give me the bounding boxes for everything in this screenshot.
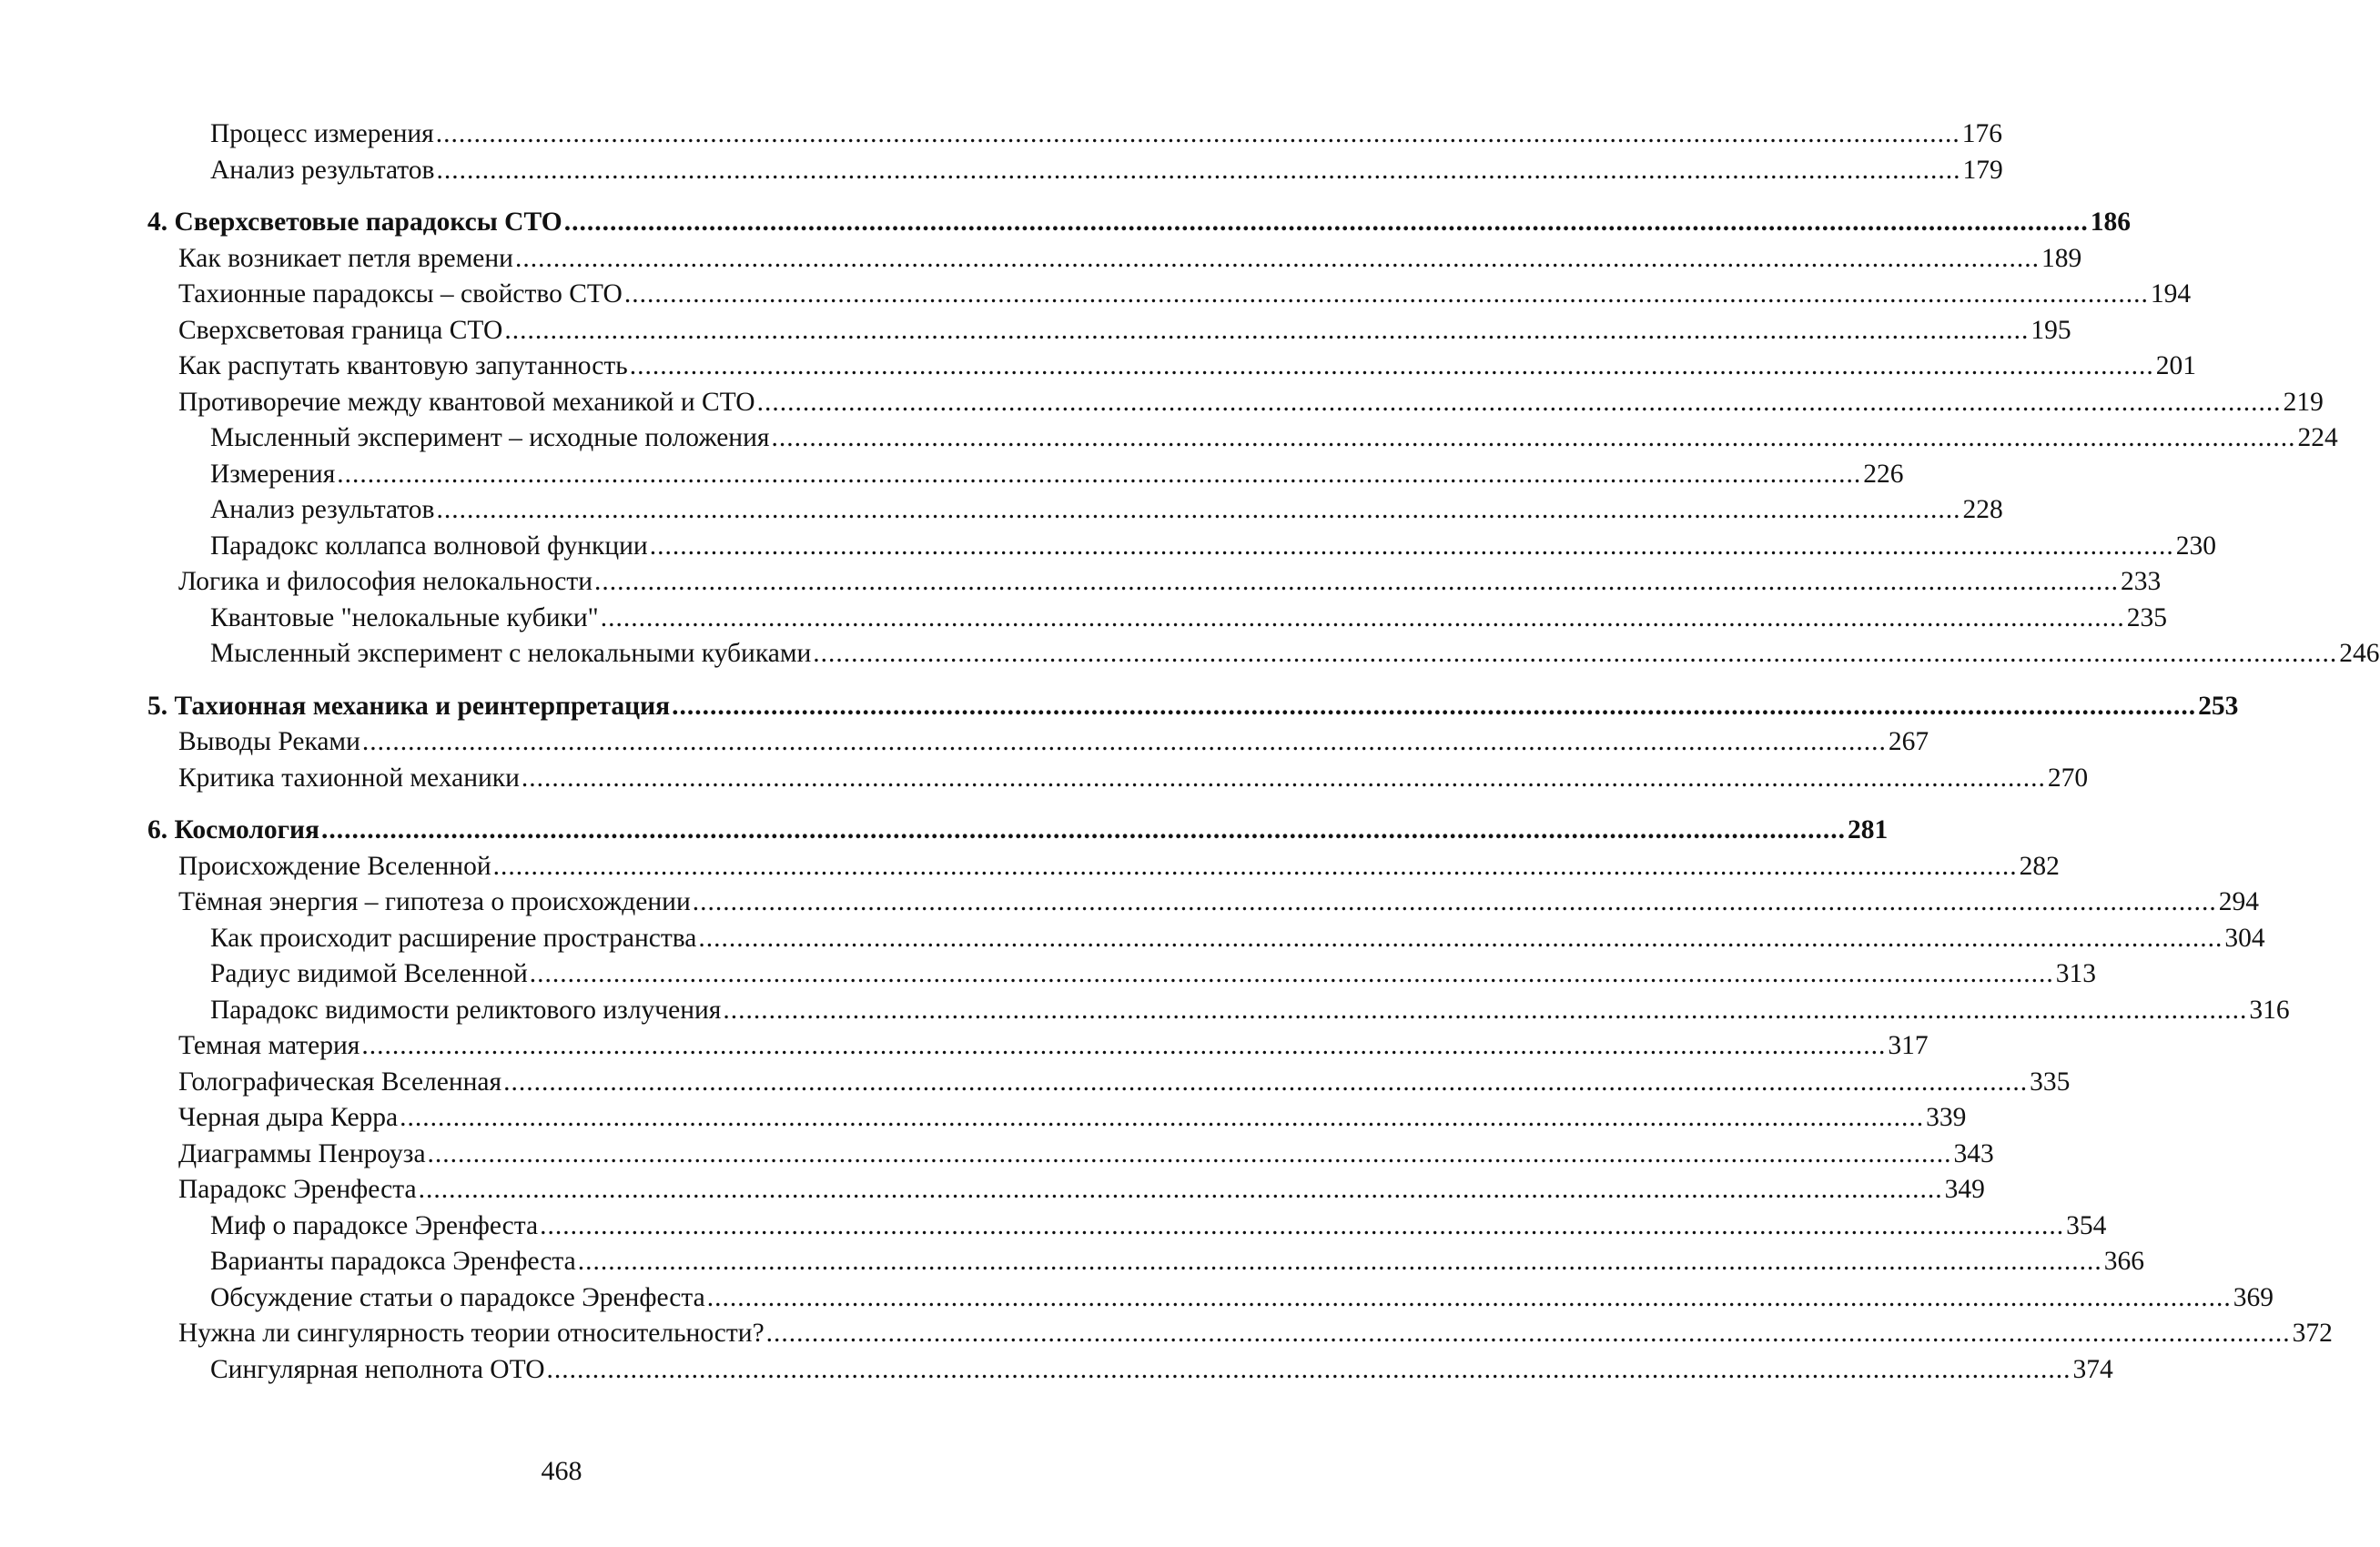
dot-leader: ........................................................................................................................................................................................................ [435, 119, 1960, 148]
toc-section-entry [147, 921, 2265, 957]
dot-leader: ........................................................................................................................................................................................................ [649, 531, 2174, 561]
toc-entry-page: 224 [2297, 423, 2338, 452]
dot-leader: ........................................................................................................................................................................................................ [436, 155, 1961, 185]
toc-entry-page: 226 [1863, 459, 1904, 489]
toc-section-entry [147, 956, 2097, 993]
dot-leader: ........................................................................................................................................................................................................ [540, 1210, 2065, 1240]
toc-entry-title: Мысленный эксперимент с нелокальными кубиками [210, 639, 812, 668]
toc-entry-title: Обсуждение статьи о парадоксе Эренфеста [210, 1282, 705, 1312]
toc-chapter-entry [147, 689, 2239, 725]
toc-section-entry [147, 1352, 2113, 1389]
toc-entry-page: 369 [2233, 1282, 2274, 1312]
dot-leader: ........................................................................................................................................................................................................ [600, 602, 2125, 632]
dot-leader: ........................................................................................................................................................................................................ [692, 887, 2217, 916]
toc-entry-title: Парадокс видимости реликтового излучения [210, 995, 722, 1025]
toc-entry-page: 316 [2249, 995, 2290, 1025]
toc-section-entry [147, 385, 2324, 421]
toc-entry-page: 313 [2055, 959, 2097, 988]
toc-entry-title: Противоречие между квантовой механикой и СТО [178, 387, 755, 417]
toc-section-entry [147, 724, 1929, 761]
dot-leader: ........................................................................................................................................................................................................ [503, 1067, 2029, 1097]
table-of-contents [147, 116, 2380, 1388]
toc-chapter-entry [147, 813, 1889, 849]
toc-entry-page: 349 [1944, 1175, 1985, 1204]
dot-leader: ........................................................................................................................................................................................................ [361, 1031, 1887, 1060]
dot-leader: ........................................................................................................................................................................................................ [337, 459, 1862, 489]
dot-leader: ........................................................................................................................................................................................................ [706, 1282, 2232, 1312]
toc-entry-page: 253 [2198, 691, 2239, 721]
dot-leader: ........................................................................................................................................................................................................ [563, 207, 2089, 237]
toc-entry-title: Тахионные парадоксы – свойство СТО [178, 279, 623, 308]
toc-entry-page: 335 [2030, 1067, 2071, 1097]
toc-section-entry [147, 564, 2162, 601]
toc-entry-title: 6. Космология [147, 815, 319, 844]
toc-entry-page: 186 [2090, 207, 2131, 237]
dot-leader: ........................................................................................................................................................................................................ [529, 959, 2054, 988]
toc-section-entry [147, 849, 2060, 885]
toc-entry-title: Процесс измерения [210, 119, 434, 148]
dot-leader: ........................................................................................................................................................................................................ [504, 315, 2030, 345]
toc-entry-title: Как возникает петля времени [178, 243, 513, 273]
toc-entry-page: 270 [2047, 763, 2089, 793]
toc-entry-title: Миф о парадоксе Эренфеста [210, 1210, 539, 1240]
toc-entry-title: Происхождение Вселенной [178, 851, 491, 881]
toc-entry-page: 343 [1953, 1138, 1994, 1168]
toc-section-entry [147, 885, 2259, 921]
toc-entry-title: Квантовые "нелокальные кубики" [210, 602, 599, 632]
dot-leader: ........................................................................................................................................................................................................ [400, 1103, 1925, 1132]
toc-entry-title: Парадокс Эренфеста [178, 1175, 417, 1204]
dot-leader: ........................................................................................................................................................................................................ [546, 1354, 2071, 1384]
dot-leader: ........................................................................................................................................................................................................ [577, 1247, 2102, 1276]
toc-entry-title: Сверхсветовая граница СТО [178, 315, 503, 345]
toc-section-entry [147, 116, 2003, 153]
toc-entry-page: 219 [2283, 387, 2324, 417]
toc-section-entry [147, 241, 2082, 278]
toc-entry-page: 317 [1888, 1031, 1929, 1060]
dot-leader: ........................................................................................................................................................................................................ [361, 727, 1887, 756]
toc-section-entry [147, 457, 1904, 493]
dot-leader: ........................................................................................................................................................................................................ [672, 691, 2197, 721]
toc-section-entry [147, 993, 2290, 1029]
dot-leader: ........................................................................................................................................................................................................ [623, 279, 2149, 308]
toc-section-entry [147, 1065, 2071, 1101]
toc-entry-page: 374 [2072, 1354, 2113, 1384]
toc-section-entry [147, 1280, 2274, 1317]
toc-entry-title: Анализ результатов [210, 495, 435, 524]
toc-entry-title: Анализ результатов [210, 155, 435, 185]
toc-section-entry [147, 1100, 1967, 1137]
dot-leader: ........................................................................................................................................................................................................ [492, 851, 2018, 881]
toc-entry-title: Как распутать квантовую запутанность [178, 351, 628, 380]
toc-entry-page: 228 [1962, 495, 2003, 524]
dot-leader: ........................................................................................................................................................................................................ [521, 763, 2046, 793]
toc-entry-page: 372 [2292, 1319, 2333, 1348]
toc-entry-page: 354 [2066, 1210, 2107, 1240]
toc-section-entry [147, 1244, 2145, 1280]
toc-entry-page: 246 [2339, 639, 2380, 668]
toc-entry-title: Тёмная энергия – гипотеза о происхождении [178, 887, 691, 916]
toc-entry-page: 366 [2103, 1247, 2145, 1276]
toc-entry-title: Парадокс коллапса волновой функции [210, 531, 648, 561]
toc-entry-page: 281 [1847, 815, 1889, 844]
toc-entry-title: Черная дыра Керра [178, 1103, 399, 1132]
toc-entry-page: 267 [1888, 727, 1929, 756]
toc-entry-title: Диаграммы Пенроуза [178, 1138, 426, 1168]
toc-section-entry [147, 153, 2003, 189]
toc-entry-title: Мысленный эксперимент – исходные положения [210, 423, 770, 452]
dot-leader: ........................................................................................................................................................................................................ [629, 351, 2154, 380]
toc-entry-page: 294 [2218, 887, 2259, 916]
toc-entry-page: 194 [2150, 279, 2192, 308]
toc-entry-page: 189 [2041, 243, 2082, 273]
toc-entry-title: Нужна ли сингулярность теории относительности? [178, 1319, 765, 1348]
toc-chapter-entry [147, 205, 2131, 241]
dot-leader: ........................................................................................................................................................................................................ [698, 923, 2223, 953]
dot-leader: ........................................................................................................................................................................................................ [771, 423, 2296, 452]
toc-section-entry [147, 1208, 2107, 1245]
toc-section-entry [147, 1316, 2333, 1352]
toc-entry-page: 235 [2126, 602, 2167, 632]
toc-entry-title: Сингулярная неполнота ОТО [210, 1354, 545, 1384]
dot-leader: ........................................................................................................................................................................................................ [756, 387, 2282, 417]
toc-entry-page: 304 [2224, 923, 2265, 953]
toc-section-entry [147, 529, 2216, 565]
toc-entry-title: 5. Тахионная механика и реинтерпретация [147, 691, 671, 721]
toc-entry-title: Варианты парадокса Эренфеста [210, 1247, 576, 1276]
dot-leader: ........................................................................................................................................................................................................ [427, 1138, 1952, 1168]
toc-entry-title: Радиус видимой Вселенной [210, 959, 528, 988]
toc-entry-page: 195 [2031, 315, 2071, 345]
toc-entry-title: 4. Сверхсветовые парадоксы СТО [147, 207, 562, 237]
toc-section-entry [147, 761, 2089, 797]
dot-leader: ........................................................................................................................................................................................................ [418, 1175, 1943, 1204]
dot-leader: ........................................................................................................................................................................................................ [436, 495, 1961, 524]
dot-leader: ........................................................................................................................................................................................................ [813, 639, 2338, 668]
toc-entry-page: 233 [2121, 567, 2162, 596]
toc-entry-title: Выводы Реками [178, 727, 360, 756]
toc-section-entry [147, 1137, 1994, 1173]
toc-section-entry [147, 492, 2003, 529]
dot-leader: ........................................................................................................................................................................................................ [765, 1319, 2291, 1348]
toc-entry-title: Измерения [210, 459, 336, 489]
toc-section-entry [147, 601, 2167, 637]
toc-entry-page: 179 [1962, 155, 2003, 185]
page-number: 468 [541, 1456, 582, 1486]
toc-entry-page: 201 [2155, 351, 2196, 380]
toc-section-entry [147, 1028, 1929, 1065]
toc-entry-title: Голографическая Вселенная [178, 1067, 502, 1097]
toc-entry-title: Темная материя [178, 1031, 360, 1060]
toc-section-entry [147, 1172, 1985, 1208]
toc-entry-page: 282 [2019, 851, 2060, 881]
toc-entry-title: Критика тахионной механики [178, 763, 520, 793]
toc-entry-title: Логика и философия нелокальности [178, 567, 593, 596]
toc-entry-page: 230 [2175, 531, 2216, 561]
toc-section-entry [147, 349, 2196, 385]
toc-section-entry [147, 277, 2192, 313]
dot-leader: ........................................................................................................................................................................................................ [723, 995, 2248, 1025]
dot-leader: ........................................................................................................................................................................................................ [320, 815, 1846, 844]
toc-section-entry [147, 313, 2071, 349]
dot-leader: ........................................................................................................................................................................................................ [514, 243, 2040, 273]
toc-entry-page: 339 [1926, 1103, 1967, 1132]
toc-entry-title: Как происходит расширение пространства [210, 923, 697, 953]
toc-section-entry [147, 636, 2380, 672]
toc-section-entry [147, 420, 2338, 457]
toc-entry-page: 176 [1961, 119, 2003, 148]
dot-leader: ........................................................................................................................................................................................................ [594, 567, 2120, 596]
